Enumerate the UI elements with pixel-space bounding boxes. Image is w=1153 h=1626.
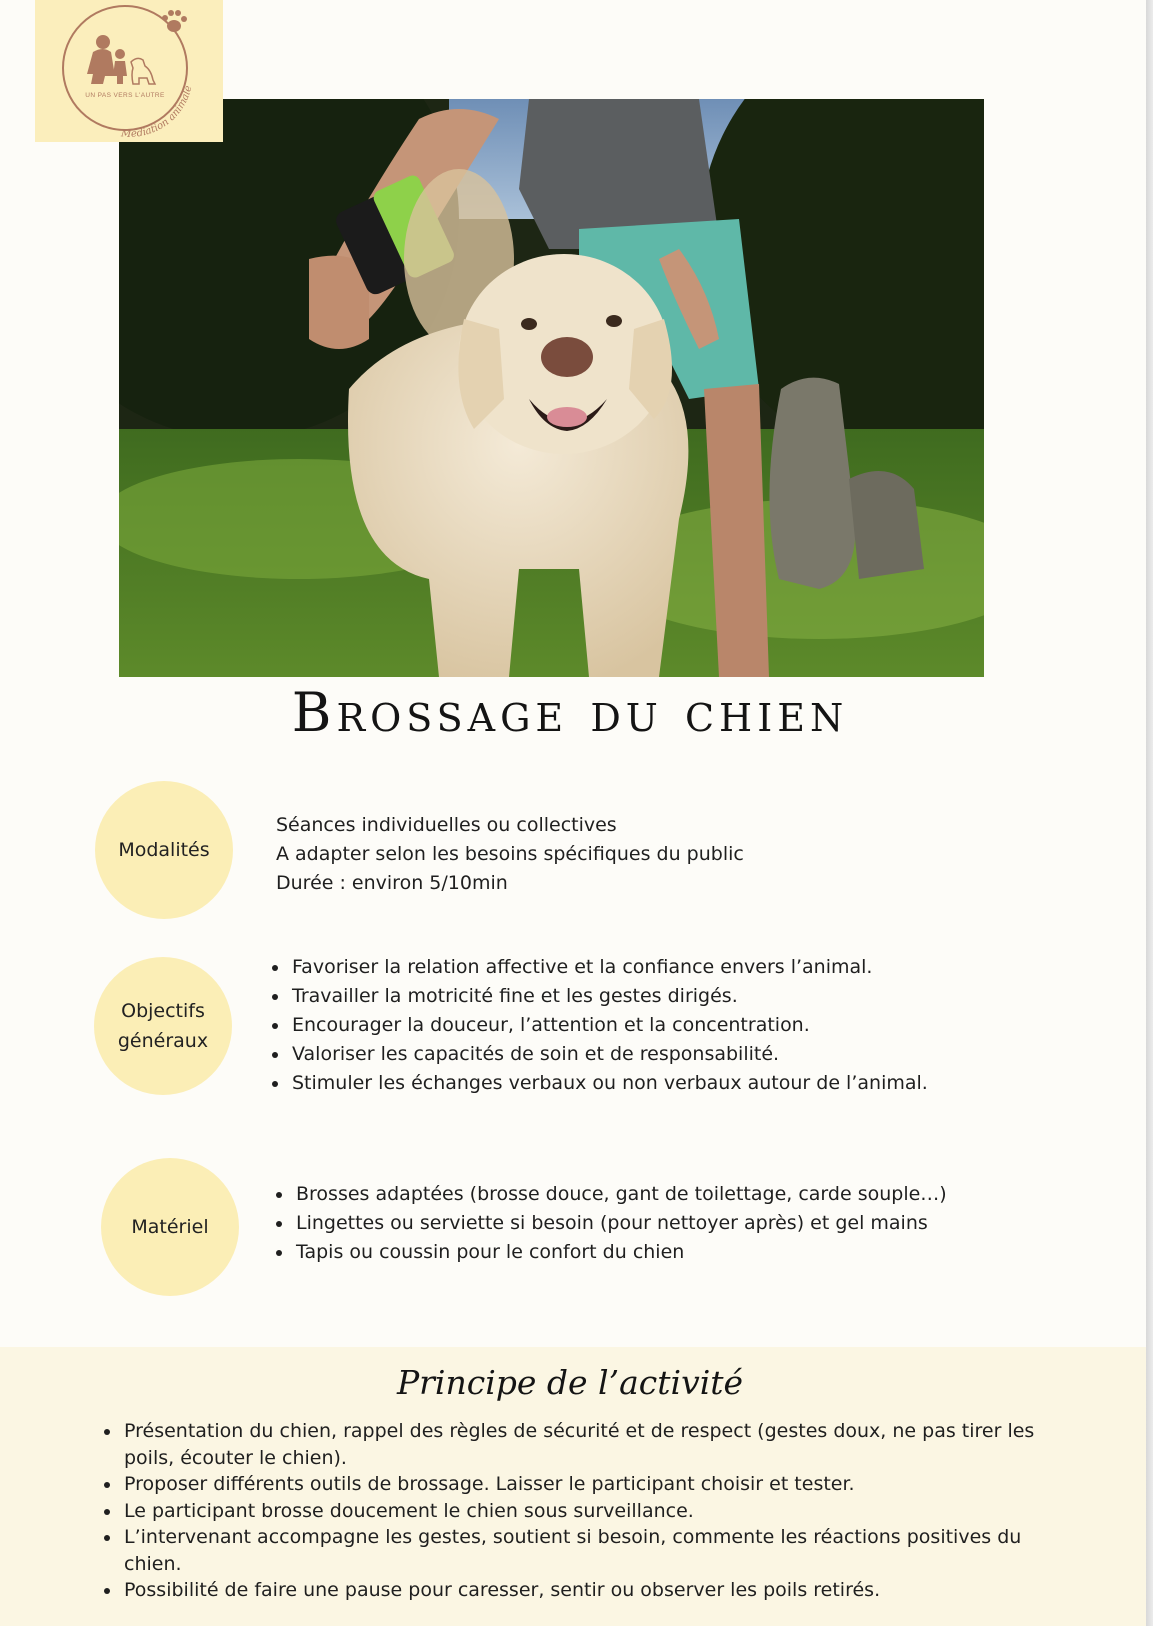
principe-section xyxy=(0,1347,1146,1626)
list-item: • Possibilité de faire une pause pour caresser, sentir ou observer les poils retirés. xyxy=(122,1577,1082,1604)
family-icon xyxy=(87,35,127,84)
principe-title: Principe de l’activité xyxy=(396,1363,744,1402)
list-item: • Brosses adaptées (brosse douce, gant de toilettage, carde souple…) xyxy=(294,1180,947,1209)
list-item: • Favoriser la relation affective et la confiance envers l’animal. xyxy=(290,953,928,982)
logo-mark xyxy=(35,0,223,142)
list-item: • Stimuler les échanges verbaux ou non verbaux autour de l’animal. xyxy=(290,1069,928,1098)
principe-list xyxy=(98,1418,1082,1604)
objectifs-list xyxy=(266,953,928,1098)
objectifs-badge xyxy=(94,957,232,1095)
logo-sub-text: Médiation animale xyxy=(120,84,195,140)
modalites-line: A adapter selon les besoins spécifiques du public xyxy=(276,843,744,865)
list-item: • Encourager la douceur, l’attention et la concentration. xyxy=(290,1011,928,1040)
list-item: • Le participant brosse doucement le chien sous surveillance. xyxy=(122,1498,1082,1525)
dog-outline-icon xyxy=(131,58,155,84)
list-item: • Valoriser les capacités de soin et de responsabilité. xyxy=(290,1040,928,1069)
list-item: • L’intervenant accompagne les gestes, soutient si besoin, commente les réactions positives du chien. xyxy=(122,1524,1082,1577)
list-item: • Travailler la motricité fine et les gestes dirigés. xyxy=(290,982,928,1011)
materiel-list xyxy=(270,1180,947,1267)
list-item: • Présentation du chien, rappel des règles de sécurité et de respect (gestes doux, ne pas tirer les poils, écouter le chien). xyxy=(122,1418,1082,1471)
dog-grooming-photo xyxy=(119,99,984,677)
list-item: • Tapis ou coussin pour le confort du chien xyxy=(294,1238,947,1267)
page-edge xyxy=(1146,0,1153,1626)
hero-photo xyxy=(119,99,984,677)
modalites-line: Séances individuelles ou collectives xyxy=(276,814,617,836)
logo-brand-text: UN PAS VERS L'AUTRE xyxy=(85,92,165,99)
modalites-label: Modalités xyxy=(118,839,210,861)
logo xyxy=(35,0,223,142)
page-title: Brossage du chien xyxy=(291,681,849,744)
modalites-text xyxy=(276,811,744,898)
materiel-badge xyxy=(101,1158,239,1296)
objectifs-label: Objectifs généraux xyxy=(117,1000,209,1052)
modalites-badge xyxy=(95,781,233,919)
materiel-label: Matériel xyxy=(131,1216,209,1238)
list-item: • Proposer différents outils de brossage. Laisser le participant choisir et tester. xyxy=(122,1471,1082,1498)
modalites-line: Durée : environ 5/10min xyxy=(276,872,508,894)
list-item: • Lingettes ou serviette si besoin (pour nettoyer après) et gel mains xyxy=(294,1209,947,1238)
